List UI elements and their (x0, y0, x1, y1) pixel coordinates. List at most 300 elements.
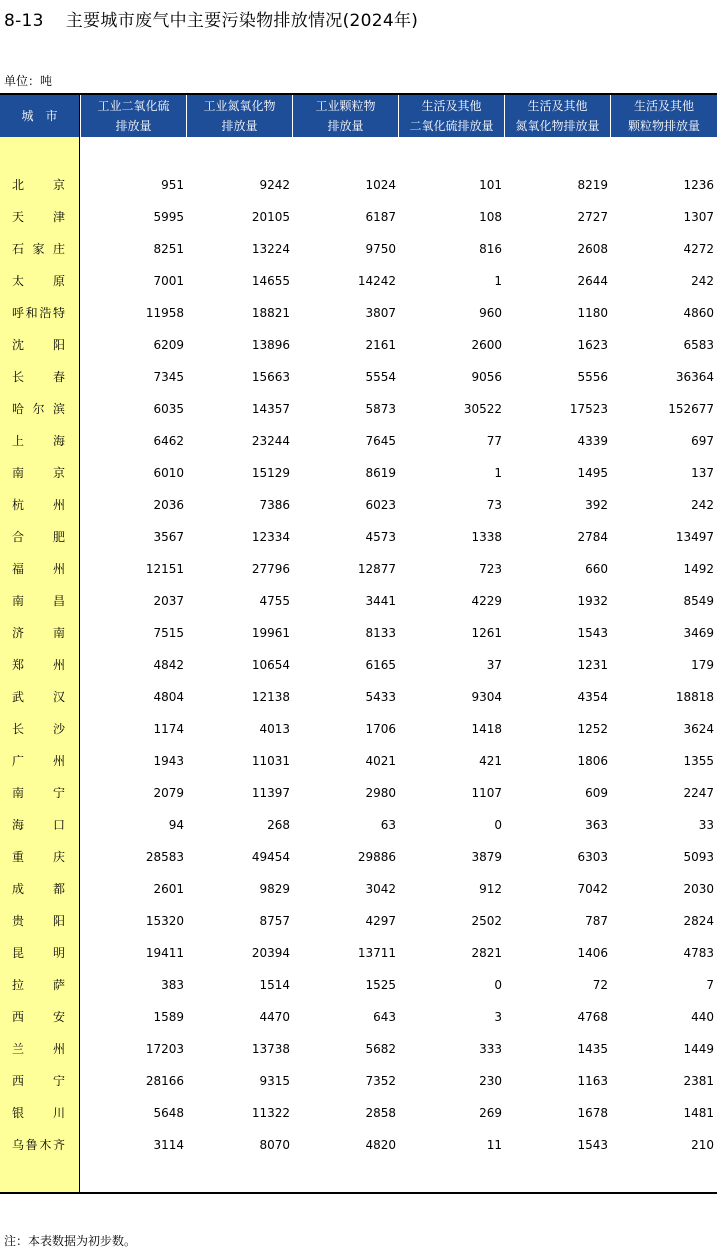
city-char: 浩 (39, 306, 52, 320)
table-row (80, 649, 717, 681)
table-cell: 12138 (251, 690, 290, 704)
city-char: 兰 (12, 1042, 25, 1056)
row-city (0, 969, 79, 1001)
table-cell: 28166 (145, 1074, 184, 1088)
table-cell: 1231 (577, 658, 608, 672)
city-char: 汉 (52, 690, 65, 704)
table-cell: 1174 (153, 722, 184, 736)
city-char: 州 (52, 498, 65, 512)
table-cell: 2036 (153, 498, 184, 512)
table-row (80, 233, 717, 265)
city-char: 沙 (52, 722, 65, 736)
city-char: 州 (52, 658, 65, 672)
table-row (80, 969, 717, 1001)
table-cell: 1180 (577, 306, 608, 320)
table-row (80, 329, 717, 361)
city-char: 宁 (52, 786, 65, 800)
table-cell: 4013 (259, 722, 290, 736)
table-cell: 13224 (251, 242, 290, 256)
table-cell: 8549 (683, 594, 714, 608)
city-char: 川 (52, 1106, 65, 1120)
table-cell: 137 (691, 466, 714, 480)
table-body (0, 137, 717, 1194)
city-char: 京 (52, 178, 65, 192)
table-cell: 11958 (145, 306, 184, 320)
table-cell: 7001 (153, 274, 184, 288)
table-row (80, 425, 717, 457)
table-cell: 1252 (577, 722, 608, 736)
table-cell: 12334 (251, 530, 290, 544)
city-char: 和 (25, 306, 38, 320)
row-city (0, 265, 79, 297)
table-cell: 5995 (153, 210, 184, 224)
table-row (80, 297, 717, 329)
city-char: 安 (52, 1010, 65, 1024)
table-cell: 1024 (365, 178, 396, 192)
table-row (80, 521, 717, 553)
city-char: 齐 (52, 1138, 65, 1152)
table-cell: 723 (479, 562, 502, 576)
city-char: 津 (52, 210, 65, 224)
table-cell: 230 (479, 1074, 502, 1088)
city-char: 长 (12, 722, 25, 736)
table-cell: 4272 (683, 242, 714, 256)
table-cell: 3879 (471, 850, 502, 864)
city-char: 滨 (52, 402, 65, 416)
row-city (0, 841, 79, 873)
table-cell: 2247 (683, 786, 714, 800)
table-row (80, 1001, 717, 1033)
table-cell: 8251 (153, 242, 184, 256)
table-cell: 6035 (153, 402, 184, 416)
table-cell: 77 (486, 434, 502, 448)
table-cell: 816 (479, 242, 502, 256)
table-cell: 28583 (145, 850, 184, 864)
table-cell: 1495 (577, 466, 608, 480)
table-row (80, 617, 717, 649)
table-cell: 4755 (259, 594, 290, 608)
table-cell: 8219 (577, 178, 608, 192)
table-cell: 1 (494, 274, 502, 288)
table-cell: 697 (691, 434, 714, 448)
table-cell: 2858 (365, 1106, 396, 1120)
footnote: 注：本表数据为初步数。 (4, 1234, 137, 1248)
row-city (0, 713, 79, 745)
city-char: 上 (12, 434, 25, 448)
emissions-table (0, 93, 717, 1194)
table-row (80, 841, 717, 873)
table-cell: 2608 (577, 242, 608, 256)
table-cell: 383 (161, 978, 184, 992)
table-cell: 9315 (259, 1074, 290, 1088)
table-cell: 14357 (251, 402, 290, 416)
table-row (80, 873, 717, 905)
table-cell: 2601 (153, 882, 184, 896)
city-char: 贵 (12, 914, 25, 928)
city-char: 肥 (52, 530, 65, 544)
row-city (0, 297, 79, 329)
row-city (0, 1129, 79, 1161)
table-cell: 11322 (251, 1106, 290, 1120)
table-cell: 15320 (145, 914, 184, 928)
city-char: 特 (52, 306, 65, 320)
city-char: 南 (12, 466, 25, 480)
table-cell: 609 (585, 786, 608, 800)
header-domestic-nox: 生活及其他 氮氧化物排放量 (504, 95, 610, 137)
table-cell: 4297 (365, 914, 396, 928)
table-cell: 36364 (675, 370, 714, 384)
table-cell: 1514 (259, 978, 290, 992)
city-char: 合 (12, 530, 25, 544)
values-column (80, 137, 717, 1192)
table-cell: 643 (373, 1010, 396, 1024)
table-cell: 1449 (683, 1042, 714, 1056)
table-cell: 152677 (668, 402, 714, 416)
table-cell: 5093 (683, 850, 714, 864)
table-row (80, 457, 717, 489)
row-city (0, 489, 79, 521)
row-city (0, 873, 79, 905)
row-city (0, 361, 79, 393)
table-cell: 1525 (365, 978, 396, 992)
header-city: 城 市 (0, 95, 80, 137)
table-cell: 2030 (683, 882, 714, 896)
table-cell: 1163 (577, 1074, 608, 1088)
table-cell: 7042 (577, 882, 608, 896)
city-char: 海 (12, 818, 25, 832)
table-cell: 1307 (683, 210, 714, 224)
table-cell: 7386 (259, 498, 290, 512)
table-cell: 4804 (153, 690, 184, 704)
city-char: 长 (12, 370, 25, 384)
table-cell: 9750 (365, 242, 396, 256)
row-city (0, 1033, 79, 1065)
city-char: 乌 (12, 1138, 25, 1152)
table-row (80, 681, 717, 713)
header-domestic-pm: 生活及其他 颗粒物排放量 (610, 95, 717, 137)
table-cell: 7 (706, 978, 714, 992)
table-cell: 8757 (259, 914, 290, 928)
table-cell: 1406 (577, 946, 608, 960)
table-cell: 30522 (463, 402, 502, 416)
city-char: 鲁 (25, 1138, 38, 1152)
table-cell: 1261 (471, 626, 502, 640)
table-row (80, 1097, 717, 1129)
table-cell: 5554 (365, 370, 396, 384)
row-city (0, 201, 79, 233)
table-cell: 5873 (365, 402, 396, 416)
table-cell: 3441 (365, 594, 396, 608)
table-cell: 17523 (569, 402, 608, 416)
table-row (80, 361, 717, 393)
table-row (80, 937, 717, 969)
city-char: 明 (52, 946, 65, 960)
table-cell: 10654 (251, 658, 290, 672)
table-cell: 15663 (251, 370, 290, 384)
city-char: 昆 (12, 946, 25, 960)
city-char: 州 (52, 754, 65, 768)
table-cell: 951 (161, 178, 184, 192)
table-cell: 15129 (251, 466, 290, 480)
city-char: 宁 (52, 1074, 65, 1088)
row-city (0, 521, 79, 553)
table-cell: 960 (479, 306, 502, 320)
city-char: 原 (52, 274, 65, 288)
table-cell: 63 (380, 818, 396, 832)
table-cell: 19411 (145, 946, 184, 960)
table-cell: 9056 (471, 370, 502, 384)
table-cell: 333 (479, 1042, 502, 1056)
row-city (0, 457, 79, 489)
city-char: 广 (12, 754, 25, 768)
city-char: 庆 (52, 850, 65, 864)
city-char: 南 (52, 626, 65, 640)
row-city (0, 937, 79, 969)
city-char: 杭 (12, 498, 25, 512)
table-cell: 269 (479, 1106, 502, 1120)
table-cell: 7645 (365, 434, 396, 448)
row-city (0, 905, 79, 937)
city-char: 石 (12, 242, 25, 256)
table-cell: 3567 (153, 530, 184, 544)
table-cell: 2644 (577, 274, 608, 288)
table-cell: 421 (479, 754, 502, 768)
page-title (4, 6, 418, 31)
table-cell: 4470 (259, 1010, 290, 1024)
row-city (0, 585, 79, 617)
table-cell: 5682 (365, 1042, 396, 1056)
table-cell: 4860 (683, 306, 714, 320)
city-char: 州 (52, 1042, 65, 1056)
row-city (0, 617, 79, 649)
table-cell: 19961 (251, 626, 290, 640)
table-cell: 29886 (357, 850, 396, 864)
table-cell: 33 (698, 818, 714, 832)
table-cell: 1492 (683, 562, 714, 576)
table-cell: 13711 (357, 946, 396, 960)
table-cell: 8133 (365, 626, 396, 640)
city-column (0, 137, 80, 1192)
table-cell: 14655 (251, 274, 290, 288)
table-cell: 72 (592, 978, 608, 992)
table-cell: 3624 (683, 722, 714, 736)
row-city (0, 329, 79, 361)
table-cell: 13497 (675, 530, 714, 544)
city-char: 南 (12, 786, 25, 800)
header-industrial-so2: 工业二氧化硫 排放量 (80, 95, 186, 137)
city-char: 太 (12, 274, 25, 288)
city-char: 阳 (52, 914, 65, 928)
table-row (80, 777, 717, 809)
table-cell: 6023 (365, 498, 396, 512)
table-cell: 1 (494, 466, 502, 480)
row-city (0, 745, 79, 777)
city-char: 家 (32, 242, 45, 256)
table-cell: 1543 (577, 1138, 608, 1152)
table-cell: 2980 (365, 786, 396, 800)
table-cell: 27796 (251, 562, 290, 576)
table-cell: 1932 (577, 594, 608, 608)
city-char: 北 (12, 178, 25, 192)
table-cell: 2784 (577, 530, 608, 544)
table-cell: 0 (494, 978, 502, 992)
table-cell: 13896 (251, 338, 290, 352)
table-cell: 660 (585, 562, 608, 576)
table-cell: 392 (585, 498, 608, 512)
table-cell: 6010 (153, 466, 184, 480)
city-char: 口 (52, 818, 65, 832)
table-cell: 6187 (365, 210, 396, 224)
row-city (0, 553, 79, 585)
table-cell: 1481 (683, 1106, 714, 1120)
table-cell: 20105 (251, 210, 290, 224)
table-row (80, 553, 717, 585)
table-cell: 2381 (683, 1074, 714, 1088)
city-char: 济 (12, 626, 25, 640)
city-char: 南 (12, 594, 25, 608)
table-cell: 18818 (675, 690, 714, 704)
table-cell: 6462 (153, 434, 184, 448)
table-cell: 1236 (683, 178, 714, 192)
table-cell: 1543 (577, 626, 608, 640)
table-cell: 14242 (357, 274, 396, 288)
table-row (80, 1065, 717, 1097)
table-cell: 912 (479, 882, 502, 896)
table-cell: 3 (494, 1010, 502, 1024)
city-char: 银 (12, 1106, 25, 1120)
table-cell: 13738 (251, 1042, 290, 1056)
table-cell: 179 (691, 658, 714, 672)
table-cell: 94 (168, 818, 184, 832)
city-char: 呼 (12, 306, 25, 320)
table-cell: 49454 (251, 850, 290, 864)
table-cell: 17203 (145, 1042, 184, 1056)
table-cell: 1678 (577, 1106, 608, 1120)
table-cell: 8619 (365, 466, 396, 480)
table-cell: 7352 (365, 1074, 396, 1088)
table-cell: 3042 (365, 882, 396, 896)
table-cell: 1338 (471, 530, 502, 544)
city-char: 郑 (12, 658, 25, 672)
table-cell: 2161 (365, 338, 396, 352)
table-cell: 7345 (153, 370, 184, 384)
table-cell: 787 (585, 914, 608, 928)
table-cell: 6165 (365, 658, 396, 672)
table-cell: 11397 (251, 786, 290, 800)
header-industrial-nox: 工业氮氧化物 排放量 (186, 95, 292, 137)
city-char: 沈 (12, 338, 25, 352)
table-cell: 4339 (577, 434, 608, 448)
table-cell: 4021 (365, 754, 396, 768)
table-row (80, 713, 717, 745)
city-char: 武 (12, 690, 25, 704)
city-char: 都 (52, 882, 65, 896)
city-char: 拉 (12, 978, 25, 992)
city-char: 天 (12, 210, 25, 224)
city-char: 庄 (52, 242, 65, 256)
table-cell: 20394 (251, 946, 290, 960)
table-cell: 73 (486, 498, 502, 512)
table-cell: 23244 (251, 434, 290, 448)
row-city (0, 1097, 79, 1129)
table-cell: 5556 (577, 370, 608, 384)
table-title: 主要城市废气中主要污染物排放情况(2024年) (65, 11, 419, 31)
table-cell: 268 (267, 818, 290, 832)
table-cell: 7515 (153, 626, 184, 640)
table-row (80, 585, 717, 617)
table-cell: 6209 (153, 338, 184, 352)
table-cell: 3114 (153, 1138, 184, 1152)
table-cell: 1589 (153, 1010, 184, 1024)
table-cell: 1435 (577, 1042, 608, 1056)
table-cell: 12877 (357, 562, 396, 576)
table-cell: 4783 (683, 946, 714, 960)
table-cell: 3469 (683, 626, 714, 640)
table-cell: 4229 (471, 594, 502, 608)
table-cell: 2824 (683, 914, 714, 928)
table-cell: 9304 (471, 690, 502, 704)
table-header (0, 93, 717, 137)
table-cell: 108 (479, 210, 502, 224)
row-city (0, 169, 79, 201)
row-city (0, 393, 79, 425)
table-cell: 4768 (577, 1010, 608, 1024)
table-cell: 1806 (577, 754, 608, 768)
table-cell: 2037 (153, 594, 184, 608)
table-cell: 0 (494, 818, 502, 832)
city-char: 京 (52, 466, 65, 480)
city-char: 西 (12, 1010, 25, 1024)
city-char: 西 (12, 1074, 25, 1088)
city-char: 福 (12, 562, 25, 576)
table-cell: 440 (691, 1010, 714, 1024)
row-city (0, 777, 79, 809)
table-cell: 242 (691, 498, 714, 512)
table-cell: 9829 (259, 882, 290, 896)
table-row (80, 1033, 717, 1065)
table-cell: 210 (691, 1138, 714, 1152)
table-row (80, 1129, 717, 1161)
table-row (80, 489, 717, 521)
table-cell: 1623 (577, 338, 608, 352)
table-row (80, 809, 717, 841)
table-cell: 12151 (145, 562, 184, 576)
table-cell: 4573 (365, 530, 396, 544)
row-city (0, 809, 79, 841)
city-char: 昌 (52, 594, 65, 608)
row-city (0, 1001, 79, 1033)
row-city (0, 233, 79, 265)
table-cell: 1706 (365, 722, 396, 736)
city-char: 萨 (52, 978, 65, 992)
table-cell: 242 (691, 274, 714, 288)
row-city (0, 649, 79, 681)
table-cell: 1943 (153, 754, 184, 768)
city-char: 成 (12, 882, 25, 896)
table-cell: 2502 (471, 914, 502, 928)
city-char: 重 (12, 850, 25, 864)
table-number: 8-13 (4, 11, 44, 31)
table-cell: 6583 (683, 338, 714, 352)
table-cell: 4354 (577, 690, 608, 704)
table-row (80, 905, 717, 937)
table-row (80, 745, 717, 777)
city-char: 州 (52, 562, 65, 576)
table-cell: 4842 (153, 658, 184, 672)
city-char: 春 (52, 370, 65, 384)
table-cell: 37 (486, 658, 502, 672)
table-cell: 2079 (153, 786, 184, 800)
